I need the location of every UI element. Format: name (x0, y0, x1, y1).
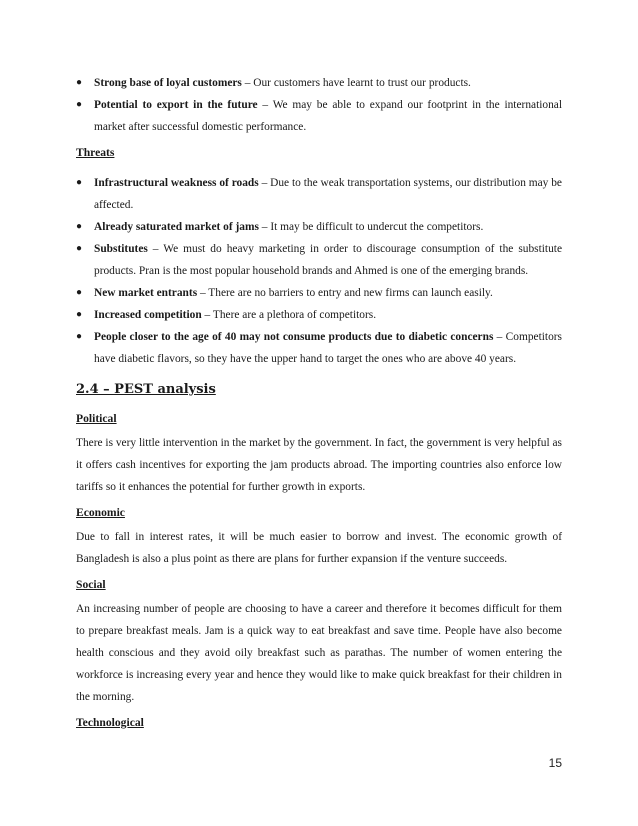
list-item: ● Strong base of loyal customers – Our customers have learnt to trust our products. (76, 72, 562, 94)
economic-heading: Economic (76, 506, 125, 519)
list-item: ● Already saturated market of jams – It may be difficult to undercut the competitors. (76, 216, 562, 238)
bullet-icon: ● (76, 309, 83, 320)
bullet-icon: ● (76, 99, 83, 110)
list-item: ● People closer to the age of 40 may not consume products due to diabetic concerns – Competitors have diabetic flavors, so they have the upper hand to target the ones who are above 40 years. (76, 326, 562, 370)
social-heading: Social (76, 578, 106, 591)
bullet-icon: ● (76, 331, 83, 342)
bullet-icon: ● (76, 221, 83, 232)
economic-paragraph: Due to fall in interest rates, it will be much easier to borrow and invest. The economic growth of Bangladesh is also a plus point as there are plans for further expansion if the venture succeeds. (76, 531, 562, 565)
list-item: ● New market entrants – There are no barriers to entry and new firms can launch easily. (76, 282, 562, 304)
bullet-icon: ● (76, 177, 83, 188)
bullet-icon: ● (76, 243, 83, 254)
threats-heading: Threats (76, 146, 115, 159)
page-number: 15 (548, 756, 562, 770)
political-paragraph: There is very little intervention in the market by the government. In fact, the government is very helpful as it offers cash incentives for exporting the jam products abroad. The importing countries also enforce low tariffs so it enhances the potential for further growth in exports. (76, 437, 562, 493)
political-heading: Political (76, 412, 117, 425)
social-paragraph: An increasing number of people are choosing to have a career and therefore it becomes difficult for them to prepare breakfast meals. Jam is a quick way to eat breakfast and save time. People have also become health conscious and they avoid oily breakfast such as parathas. The number of women entering the workforce is increasing every year and hence they would like to make quick breakfast for their children in the morning. (76, 603, 562, 703)
list-item: ● Substitutes – We must do heavy marketing in order to discourage consumption of the substitute products. Pran is the most popular household brands and Ahmed is one of the emerging brands. (76, 238, 562, 282)
bullet-icon: ● (76, 287, 83, 298)
bullet-icon: ● (76, 77, 83, 88)
page-content (76, 72, 562, 732)
technological-heading: Technological (76, 716, 144, 729)
list-item: ● Increased competition – There are a plethora of competitors. (76, 304, 562, 326)
opportunities-list (76, 72, 562, 138)
threats-list (76, 172, 562, 370)
pest-heading: 2.4 – PEST analysis (76, 382, 216, 397)
list-item: ● Infrastructural weakness of roads – Due to the weak transportation systems, our distribution may be affected. (76, 172, 562, 216)
list-item: ● Potential to export in the future – We may be able to expand our footprint in the international market after successful domestic performance. (76, 94, 562, 138)
